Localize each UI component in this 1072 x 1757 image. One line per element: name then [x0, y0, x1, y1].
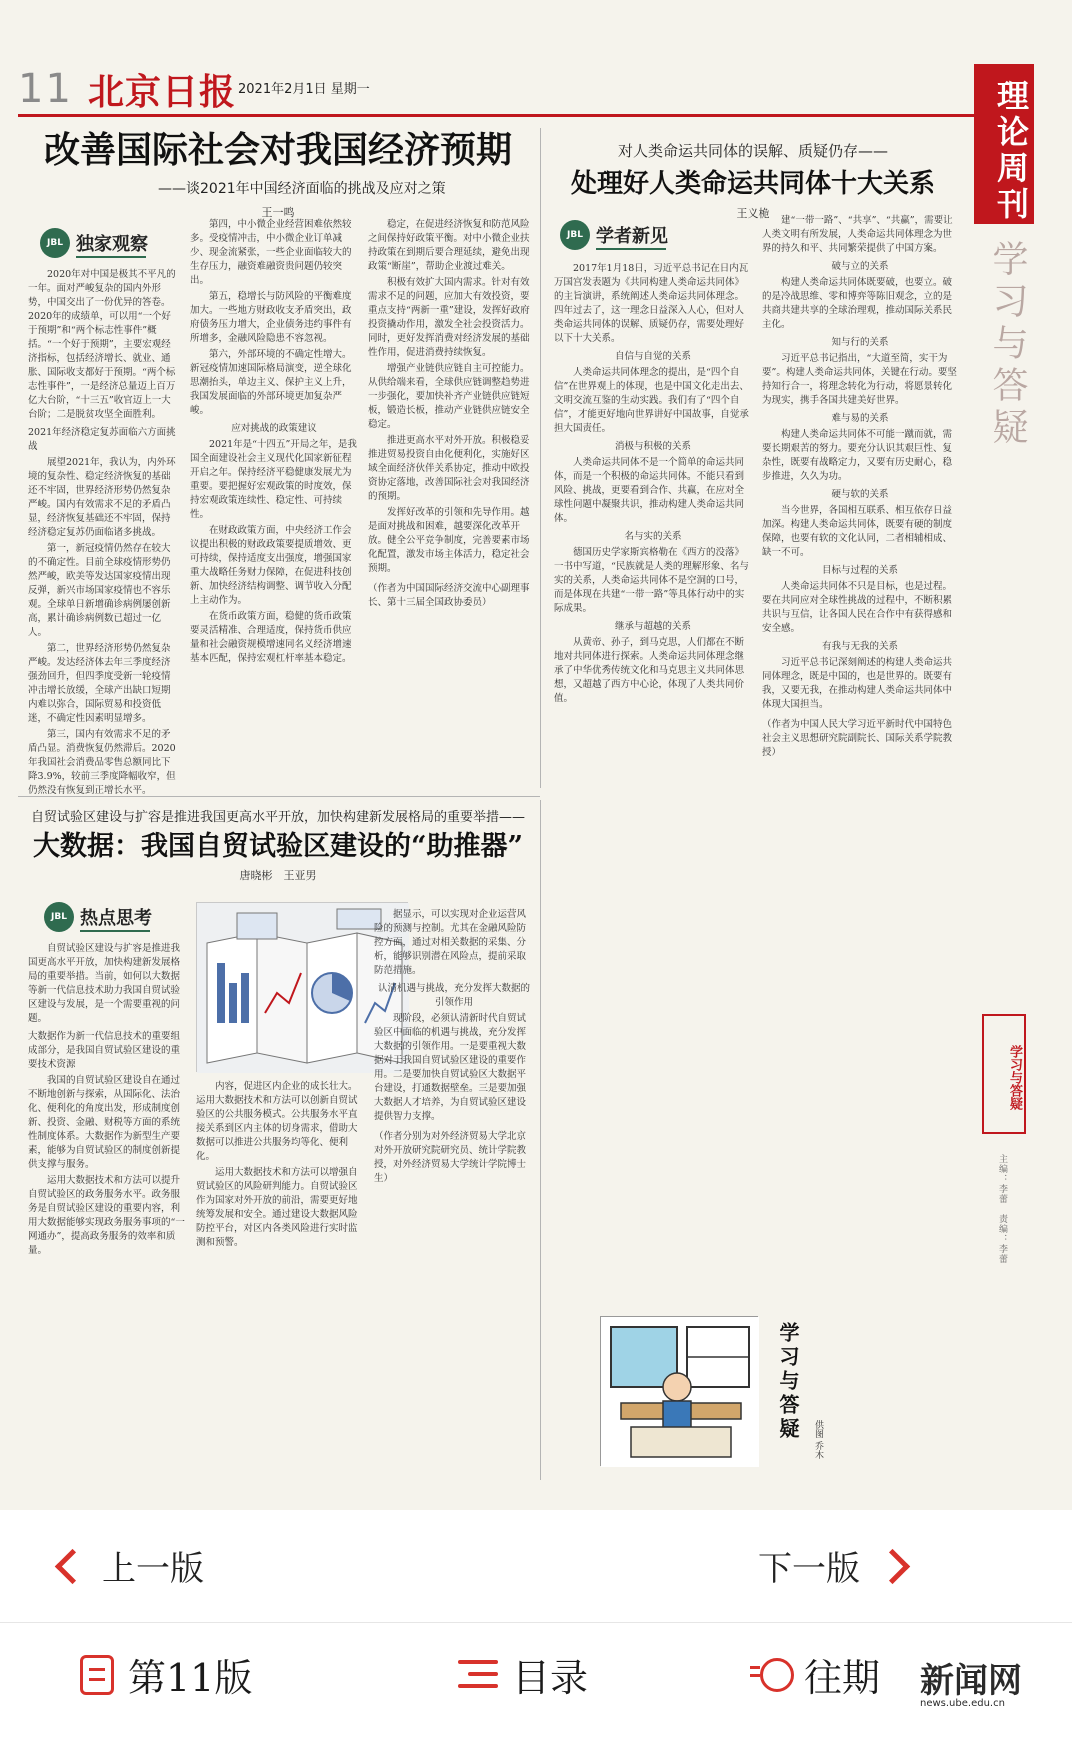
subhead: 自信与自觉的关系	[614, 351, 691, 362]
jbl-logo-icon: JBL	[40, 228, 70, 258]
column-divider	[540, 800, 541, 1480]
subhead: 有我与无我的关系	[821, 641, 898, 652]
paragraph: 第四，中小微企业经营困难依然较多。受疫情冲击，中小微企业订单减少、现金流紧张，一些企业面临较大的生存压力，融资难融资贵问题仍较突出。	[190, 219, 352, 286]
paragraph: 展望2021年，我认为，内外环境的复杂性、稳定经济恢复的基础还不牢固，世界经济形势仍然复杂严峻。国内有效需求不足的矛盾凸显，经济恢复基础还不牢固，保持经济稳定复苏仍面临诸多挑战。	[28, 457, 176, 538]
paragraph: 人类命运共同体不是一个简单的命运共同体，而是一个积极的命运共同体。不能只看到风险、挑战，更要看到合作、共赢，在应对全球性问题中凝聚共识，推动构建人类命运共同体。	[554, 457, 745, 524]
paragraph: 人类命运共同体理念的提出，是“四个自信”在世界观上的体现，也是中国文化走出去、文明交流互鉴的生动实践。我们有了“四个自信”，才能更好地向世界讲好中国故事，自觉承担大国责任。	[554, 367, 749, 434]
current-edition-button[interactable]	[80, 1647, 252, 1702]
next-page-button[interactable]	[758, 1530, 912, 1600]
next-page-label: 下一版	[758, 1548, 860, 1589]
subhead: 知与行的关系	[831, 337, 889, 348]
masthead	[18, 60, 978, 116]
column-underline	[80, 930, 150, 932]
paragraph: 构建人类命运共同体既要破，也要立。破的是冷战思维、零和博弈等陈旧观念，立的是共商共建共享的全球治理观，推动国际关系民主化。	[762, 277, 953, 330]
column-divider	[540, 128, 541, 788]
subhead: 消极与积极的关系	[614, 441, 691, 452]
paragraph: 2020年对中国是极其不平凡的一年。面对严峻复杂的国内外形势，中国交出了一份优异的答卷。2020年的成绩单，可以用“一个好于预期”和“两个标志性事件”概括。“一个好于预期”，主要宏观经济指标，包括经济增长、就业、通胀、国际收支都好于预期。“两个标志性事件”，一是经济总量迈上百万亿大台阶，“十三五”收官迈上一大台阶；二是脱贫攻坚全面胜利。	[28, 269, 176, 420]
subhead: 大数据作为新一代信息技术的重要组成部分，是我国自贸试验区建设的重要技术资源	[28, 1031, 181, 1070]
catalog-button[interactable]	[458, 1647, 588, 1702]
comic-drawing	[601, 1317, 759, 1467]
list-icon	[458, 1660, 498, 1690]
article3-title: 大数据：我国自贸试验区建设的“助推器”	[32, 831, 524, 862]
paragraph: 自贸试验区建设与扩容是推进我国更高水平开放，加快构建新发展格局的重要举措。当前，如何以大数据等新一代信息技术助力我国自贸试验区建设与发展，是一个需要重视的问题。	[28, 943, 181, 1024]
paragraph: 当今世界，各国相互联系、相互依存日益加深。构建人类命运共同体，既要有硬的制度保障，也要有软的文化认同，二者相辅相成、缺一不可。	[762, 505, 953, 558]
archive-button[interactable]	[750, 1647, 880, 1702]
subhead: 认清机遇与挑战，充分发挥大数据的引领作用	[377, 983, 530, 1008]
chevron-left-icon	[50, 1548, 84, 1582]
prev-page-label: 上一版	[102, 1548, 204, 1589]
paper-logo: 北京日报	[88, 71, 237, 113]
clock-icon	[750, 1658, 790, 1692]
author-note: （作者分别为对外经济贸易大学北京对外开放研究院研究员、统计学院教授，对外经济贸易大学统计学院博士生）	[374, 1131, 527, 1184]
issue-date: 2021年2月1日 星期一	[238, 82, 370, 97]
comic-illustration	[600, 1316, 758, 1466]
site-watermark	[920, 1653, 1022, 1709]
chevron-right-icon	[878, 1548, 912, 1582]
paragraph: 内容，促进区内企业的成长壮大。运用大数据技术和方法可以创新自贸试验区的公共服务模式。公共服务水平直接关系到区内主体的切身需求，借助大数据可以推进公共服务均等化、便利化。	[196, 1081, 358, 1162]
article3-column-badge	[44, 900, 152, 934]
subhead: 名与实的关系	[624, 531, 682, 542]
article1-subtitle: ——谈2021年中国经济面临的挑战及应对之策	[158, 181, 446, 197]
column-label: 独家观察	[76, 234, 148, 255]
page-number: 11	[18, 66, 73, 112]
paragraph: 发挥好改革的引领和先导作用。越是面对挑战和困难，越要深化改革开放。健全公平竞争制度，完善要素市场化配置，激发市场主体活力，稳定社会预期。	[368, 507, 530, 574]
article3-header	[18, 806, 538, 883]
paragraph: 积极有效扩大国内需求。针对有效需求不足的问题，应加大有效投资，要重点支持“两新一重”建设，发挥好政府投资撬动作用，激发全社会投资活力。同时，更好发挥消费对经济发展的基础性作用，促进消费持续恢复。	[368, 277, 530, 358]
article1-col2	[190, 218, 358, 788]
article3-authors: 唐晓彬 王亚男	[239, 869, 317, 882]
jbl-logo-icon: JBL	[44, 902, 74, 932]
article3-col2	[196, 1080, 364, 1480]
current-edition-label: 第11版	[128, 1656, 253, 1700]
article1-col3	[368, 218, 534, 788]
subsection-tag: 学习与答疑	[987, 240, 1028, 450]
paragraph: 从黄帝、孙子，到马克思，人们都在不断地对共同体进行探索。人类命运共同体理念继承了中华优秀传统文化和马克思主义共同体思想，又超越了西方中心论，体现了人类共同价值。	[554, 637, 745, 704]
author-note: （作者为中国国际经济交流中心副理事长、第十三届全国政协委员）	[368, 583, 530, 608]
comic-author: 供图 乔木	[813, 1420, 823, 1459]
article2-author: 王义桅	[736, 207, 770, 220]
paragraph: 第三，国内有效需求不足的矛盾凸显。消费恢复仍然滞后。2020年我国社会消费品零售总额同比下降3.9%，较前三季度降幅收窄，但仍然没有恢复到正增长水平。	[28, 729, 176, 796]
paragraph: 运用大数据技术和方法可以增强自贸试验区的风险研判能力。自贸试验区作为国家对外开放的前沿，需要更好地统筹发展和安全。通过建设大数据风险防控平台，对区内各类风险进行实时监测和预警。	[196, 1167, 358, 1248]
archive-label: 往期	[804, 1656, 881, 1700]
article2-title: 处理好人类命运共同体十大关系	[570, 169, 935, 199]
paragraph: 构建人类命运共同体不可能一蹴而就，需要长期艰苦的努力。要充分认识其艰巨性、复杂性，既要有战略定力，又要有历史耐心，稳步推进，久久为功。	[762, 429, 953, 482]
paragraph: 习近平总书记深刻阐述的构建人类命运共同体理念，既是中国的，也是世界的。既要有我，又要无我，在推动构建人类命运共同体中体现大国担当。	[762, 657, 953, 710]
catalog-label: 目录	[512, 1656, 589, 1700]
paragraph: 建“一带一路”、“共享”、“共赢”，需要让人类文明有所发展，人类命运共同体理念为世界的持久和平、共同繁荣提供了中国方案。	[762, 215, 953, 254]
paragraph: 我国的自贸试验区建设自在通过不断地创新与探索，从国际化、法治化、便利化的角度出发，形成制度创新、投资、金融、财税等方面的系统性制度体系。大数据作为新型生产要素，能够为自贸试验区的制度创新提供支撑与服务。	[28, 1075, 181, 1170]
section-tag: 理论周刊	[974, 64, 1034, 224]
subhead: 破与立的关系	[831, 261, 889, 272]
article2-column-badge	[560, 218, 668, 252]
comic-caption: 学习与答疑	[776, 1322, 800, 1442]
paragraph: 在货币政策方面，稳健的货币政策要灵活精准、合理适度，保持货币供应量和社会融资规模增速同名义经济增速基本匹配，保持宏观杠杆率基本稳定。	[190, 611, 352, 664]
subhead: 2021年经济稳定复苏面临六方面挑战	[28, 427, 176, 452]
paragraph: 增强产业链供应链自主可控能力。从供给端来看，全球供应链调整趋势进一步强化，要加快补齐产业链供应链短板，锻造长板，推动产业链供应链安全稳定。	[368, 363, 530, 430]
paragraph: 第六，外部环境的不确定性增大。新冠疫情加速国际格局演变，逆全球化思潮抬头，单边主义、保护主义上升，我国发展面临的外部环境更加复杂严峻。	[190, 349, 352, 416]
jbl-logo-icon: JBL	[560, 220, 590, 250]
column-underline	[596, 248, 666, 250]
column-underline	[76, 256, 146, 258]
article1-header	[18, 126, 538, 220]
article1-author: 王一鸣	[261, 206, 295, 219]
article1-column-badge	[40, 226, 148, 260]
subhead: 硬与软的关系	[831, 489, 889, 500]
paragraph: 在财政政策方面，中央经济工作会议提出积极的财政政策要提质增效、更可持续，保持适度支出强度，增强国家重大战略任务财力保障，在促进科技创新、加快经济结构调整、调节收入分配上主动作为。	[190, 525, 352, 606]
paragraph: 人类命运共同体不只是目标，也是过程。要在共同应对全球性挑战的过程中，不断积累共识与互信，让各国人民在合作中有获得感和安全感。	[762, 581, 953, 634]
bottom-toolbar	[0, 1622, 1072, 1757]
section-rail	[968, 64, 1040, 1474]
column-stamp: 学习与答疑	[982, 1014, 1026, 1134]
paragraph: 现阶段，必须认清新时代自贸试验区中面临的机遇与挑战，充分发挥大数据的引领作用。一是要重视大数据对于我国自贸试验区建设的重要作用。二是要加快自贸试验区大数据平台建设，打通数据壁垒。三是要加强大数据人才培养，为自贸试验区建设提供智力支撑。	[374, 1013, 527, 1122]
paragraph: 第五，稳增长与防风险的平衡难度加大。一些地方财政收支矛盾突出，政府债务压力增大，企业债务违约事件有所增多，金融风险隐患不容忽视。	[190, 291, 352, 344]
article2-col2	[762, 214, 958, 1474]
watermark-url: news.ube.edu.cn	[920, 1698, 1005, 1709]
article1-title: 改善国际社会对我国经济预期	[43, 129, 512, 171]
paragraph: 稳定，在促进经济恢复和防范风险之间保持好政策平衡。对中小微企业扶持政策在到期后要合理延续，避免出现政策“断崖”，帮助企业渡过难关。	[368, 219, 530, 272]
subhead: 目标与过程的关系	[821, 565, 898, 576]
paragraph: 第二，世界经济形势仍然复杂严峻。发达经济体去年三季度经济强劲回升，但四季度受新一轮疫情冲击增长放缓，全球产出缺口短期内难以弥合，国际贸易和投资低迷，不确定性因素明显增多。	[28, 643, 171, 724]
subhead: 继承与超越的关系	[614, 621, 691, 632]
article3-kicker: 自贸试验区建设与扩容是推进我国更高水平开放，加快构建新发展格局的重要举措——	[30, 810, 525, 825]
subhead: 难与易的关系	[831, 413, 889, 424]
article2-col1	[554, 262, 752, 1308]
paragraph: 习近平总书记指出，“大道至简，实干为要”。构建人类命运共同体，关键在行动。要坚持知行合一，将理念转化为行动，将愿景转化为现实，携手各国共建美好世界。	[762, 353, 957, 406]
prev-page-button[interactable]	[50, 1530, 204, 1600]
masthead-rule	[18, 114, 978, 117]
paragraph: 运用大数据技术和方法可以提升自贸试验区的政务服务水平。政务服务是自贸试验区建设的重要内容，利用大数据能够实现政务服务事项的“一网通办”，提高政务服务的效率和质量。	[28, 1175, 185, 1256]
paragraph: 德国历史学家斯宾格勒在《西方的没落》一书中写道，“民族就是人类的理解形象、名与实的关系，人类命运共同体不是空洞的口号，而是体现在共建“一带一路”等具体行动中的实际成果。	[554, 547, 749, 614]
paragraph: 2021年是“十四五”开局之年，是我国全面建设社会主义现代化国家新征程开启之年。保持经济平稳健康发展尤为重要。要把握好宏观政策的时度效，保持宏观政策连续性、稳定性、可持续性。	[190, 439, 357, 520]
paragraph: 第一，新冠疫情仍然存在较大的不确定性。目前全球疫情形势仍然严峻，欧美等发达国家疫情出现反弹，新兴市场国家疫情也不容乐观。全球单日新增确诊病例屡创新高，累计确诊病例数已超过一亿人。	[28, 543, 171, 638]
article3-col1	[28, 942, 188, 1482]
paragraph: 推进更高水平对外开放。积极稳妥推进贸易投资自由化便利化，实施好区域全面经济伙伴关系协定，推动中欧投资协定落地，改善国际社会对我国经济的预期。	[368, 435, 530, 502]
subhead: 应对挑战的政策建议	[231, 423, 317, 434]
paragraph: 据显示，可以实现对企业运营风险的预测与控制。尤其在金融风险防控方面，通过对相关数据的采集、分析，能够识别潜在风险点，提前采取防范措施。	[374, 909, 527, 976]
editor-credits: 主编：李蕾 责编：李蕾	[997, 1154, 1007, 1264]
article2-header	[548, 140, 958, 221]
watermark-text: 新闻网	[920, 1661, 1022, 1701]
article3-col3	[374, 908, 534, 1480]
column-label: 学者新见	[596, 226, 668, 247]
paragraph: 2017年1月18日，习近平总书记在日内瓦万国宫发表题为《共同构建人类命运共同体》的主旨演讲，系统阐述人类命运共同体理念。四年过去了，这一理念日益深入人心，但对人类命运共同体的误解、质疑仍存，需要处理好以下十大关系。	[554, 263, 749, 344]
article2-kicker: 对人类命运共同体的误解、质疑仍存——	[617, 142, 888, 160]
document-icon	[80, 1655, 114, 1695]
author-note: （作者为中国人民大学习近平新时代中国特色社会主义思想研究院副院长、国际关系学院教授）	[762, 719, 953, 758]
article1-col1	[28, 268, 178, 796]
column-label: 热点思考	[80, 908, 152, 929]
